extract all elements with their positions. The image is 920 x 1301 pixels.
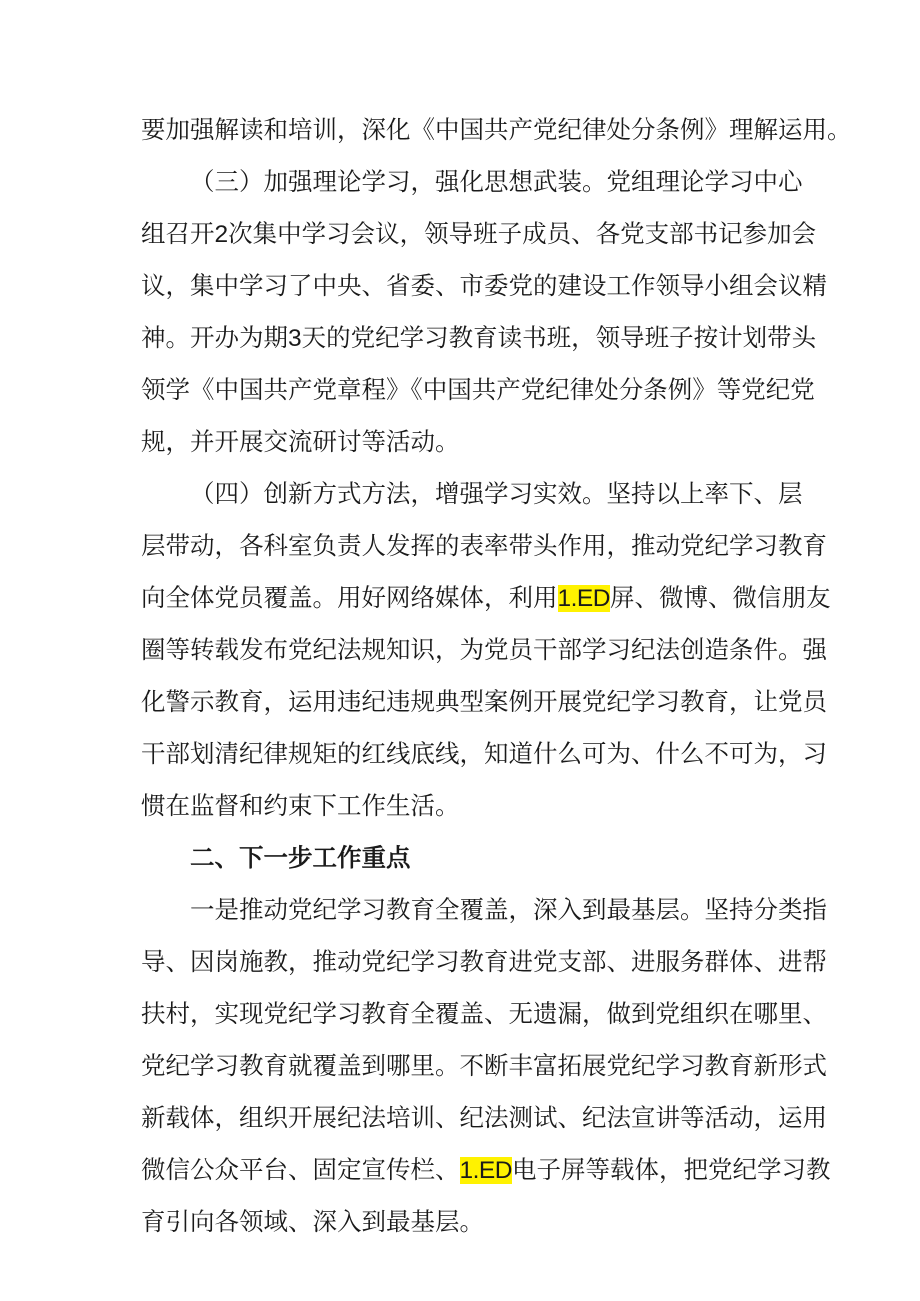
text-segment: 次集中学习会议，领导班子成员、各党支部书记参加会 [228,219,817,248]
highlighted-text: 1.ED [459,1157,512,1184]
paragraph-line: 规，并开展交流研讨等活动。 [141,427,460,456]
paragraph-line [141,1148,831,1192]
paragraph-line: 新载体，组织开展纪法培训、纪法测试、纪法宣讲等活动，运用 [141,1103,827,1132]
paragraph-line: 育引向各领域、深入到最基层。 [141,1207,484,1236]
number-text: 2 [214,221,229,248]
paragraph-line: 导、因岗施教，推动党纪学习教育进党支部、进服务群体、进帮 [141,947,827,976]
paragraph-line: 干部划清纪律规矩的红线底线，知道什么可为、什么不可为，习 [141,739,827,768]
paragraph-line: 圈等转载发布党纪法规知识，为党员干部学习纪法创造条件。强 [141,635,827,664]
paragraph-line: 要加强解读和培训，深化《中国共产党纪律处分条例》理解运用。 [141,115,852,144]
paragraph-line: 领学《中国共产党章程》《中国共产党纪律处分条例》等党纪党 [141,375,815,404]
paragraph-line: （四）创新方式方法，增强学习实效。坚持以上率下、层 [190,479,803,508]
paragraph-line [141,316,817,360]
paragraph-line: 惯在监督和约束下工作生活。 [141,791,460,820]
paragraph-line: 层带动，各科室负责人发挥的表率带头作用，推动党纪学习教育 [141,531,827,560]
text-segment: 电子屏等载体，把党纪学习教 [511,1155,831,1184]
paragraph-line: 扶村，实现党纪学习教育全覆盖、无遗漏，做到党组织在哪里、 [141,999,827,1028]
text-segment: 向全体党员覆盖。用好网络媒体，利用 [141,583,558,612]
text-segment: 屏、微博、微信朋友 [609,583,831,612]
text-segment: 天的党纪学习教育读书班，领导班子按计划带头 [301,323,817,352]
text-segment: 神。开办为期 [141,323,288,352]
paragraph-line: 化警示教育，运用违纪违规典型案例开展党纪学习教育，让党员 [141,687,827,716]
highlighted-text: 1.ED [557,585,610,612]
text-segment: 组召开 [141,219,215,248]
paragraph-line [141,576,831,620]
number-text: 3 [288,325,302,352]
paragraph-line: 一是推动党纪学习教育全覆盖，深入到最基层。坚持分类指 [190,895,827,924]
section-heading: 二、下一步工作重点 [190,843,411,872]
paragraph-line: （三）加强理论学习，强化思想武装。党组理论学习中心 [190,167,803,196]
text-segment: 微信公众平台、固定宣传栏、 [141,1155,460,1184]
paragraph-line: 议，集中学习了中央、省委、市委党的建设工作领导小组会议精 [141,271,827,300]
paragraph-line [141,212,817,256]
paragraph-line: 党纪学习教育就覆盖到哪里。不断丰富拓展党纪学习教育新形式 [141,1051,827,1080]
